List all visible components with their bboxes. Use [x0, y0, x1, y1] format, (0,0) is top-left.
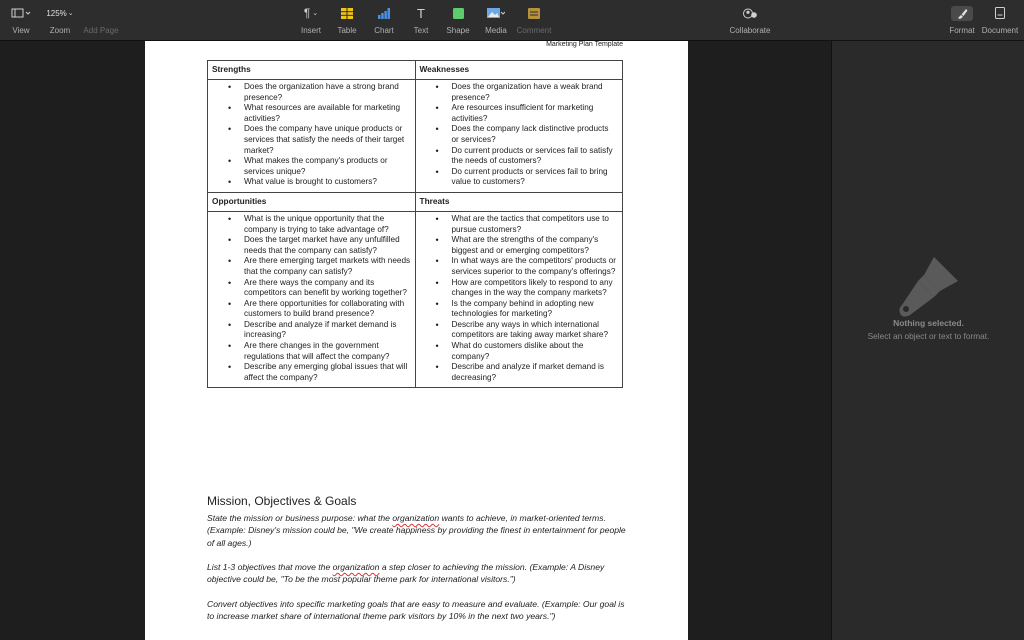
document-label: Document	[981, 26, 1019, 35]
spelling-flag[interactable]: organization	[332, 562, 380, 572]
page-header: Marketing Plan Template	[546, 41, 623, 48]
list-item: • What do customers dislike about the company?	[416, 341, 619, 362]
add-page-button[interactable]	[82, 0, 120, 41]
zoom-label: Zoom	[49, 26, 71, 35]
shape-label: Shape	[446, 26, 470, 35]
list-item: • Does the company lack distinctive products or services?	[416, 124, 619, 145]
paintbrush-icon	[951, 0, 973, 26]
shape-button[interactable]	[445, 0, 471, 41]
list-item: • Do current products or services fail to satisfy the needs of customers?	[416, 146, 619, 167]
swot-table[interactable]	[207, 60, 623, 388]
document-page[interactable]	[145, 41, 688, 640]
chart-label: Chart	[374, 26, 394, 35]
list-item: • Are resources insufficient for marketing activities?	[416, 103, 619, 124]
view-label: View	[12, 26, 30, 35]
list-item: • What value is brought to customers?	[208, 177, 411, 188]
text-label: Text	[413, 26, 429, 35]
document-canvas[interactable]	[0, 41, 831, 640]
opportunities-cell[interactable]	[208, 211, 416, 388]
format-button[interactable]	[945, 0, 979, 41]
chart-icon	[378, 0, 390, 26]
list-item: • Describe any ways in which international competitors are taking away market share?	[416, 320, 619, 341]
objectives-paragraph[interactable]: List 1-3 objectives that move the organization a step closer to achieving the mission. (Example: A Disney objective could be, "To be the most popular theme park for international visitors.")	[207, 562, 605, 585]
document-icon	[995, 0, 1005, 26]
list-item: • What are the strengths of the company's biggest and or emerging competitors?	[416, 235, 619, 256]
comment-label: Comment	[516, 26, 552, 35]
opportunities-header[interactable]: Opportunities	[208, 192, 416, 211]
list-item: • Are there changes in the government regulations that will affect the company?	[208, 341, 411, 362]
zoom-control[interactable]	[44, 0, 76, 41]
list-item: • In what ways are the competitors' products or services superior to the company's offerings?	[416, 256, 619, 277]
strengths-header[interactable]: Strengths	[208, 61, 416, 80]
comment-icon	[528, 0, 540, 26]
insert-button[interactable]	[298, 0, 324, 41]
comment-button[interactable]	[514, 0, 554, 41]
media-icon	[487, 0, 505, 26]
list-item: • Is the company behind in adopting new technologies for marketing?	[416, 299, 619, 320]
list-item: • Does the organization have a strong brand presence?	[208, 82, 411, 103]
list-item: • Describe and analyze if market demand is decreasing?	[416, 362, 619, 383]
shape-icon	[453, 0, 464, 26]
add-page-label: Add Page	[83, 26, 119, 35]
document-button[interactable]	[980, 0, 1020, 41]
text-icon: T	[417, 5, 425, 21]
table-label: Table	[337, 26, 357, 35]
text-button[interactable]	[410, 0, 432, 41]
weaknesses-cell[interactable]	[415, 80, 623, 193]
table-icon	[341, 0, 353, 26]
list-item: • Does the organization have a weak brand presence?	[416, 82, 619, 103]
view-button[interactable]	[8, 0, 34, 41]
list-item: • What makes the company's products or services unique?	[208, 156, 411, 177]
list-item: • Are there ways the company and its competitors can benefit by working together?	[208, 278, 411, 299]
spelling-flag[interactable]: organization	[392, 513, 440, 523]
list-item: • Do current products or services fail to bring value to customers?	[416, 167, 619, 188]
list-item: • Describe any emerging global issues that will affect the company?	[208, 362, 411, 383]
list-item: • Are there opportunities for collaborating with customers to build brand presence?	[208, 299, 411, 320]
zoom-value: 125%	[46, 8, 67, 18]
list-item: • Describe and analyze if market demand is increasing?	[208, 320, 411, 341]
toolbar	[0, 0, 1024, 41]
list-item: • Does the target market have any unfulfilled needs that the company can satisfy?	[208, 235, 411, 256]
inspector-empty-subtitle: Select an object or text to format.	[867, 331, 990, 341]
list-item: • Are there emerging target markets with needs that the company can satisfy?	[208, 256, 411, 277]
chart-button[interactable]	[372, 0, 396, 41]
list-item: • How are competitors likely to respond to any changes in the way the company markets?	[416, 278, 619, 299]
media-button[interactable]	[482, 0, 510, 41]
mission-heading[interactable]: Mission, Objectives & Goals	[207, 494, 357, 508]
weaknesses-header[interactable]: Weaknesses	[415, 61, 623, 80]
strengths-cell[interactable]	[208, 80, 416, 193]
sidebar-view-icon	[11, 0, 31, 26]
list-item: • Does the company have unique products or services that satisfy the needs of their target market?	[208, 124, 411, 156]
list-item: • What is the unique opportunity that the company is trying to take advantage of?	[208, 214, 411, 235]
collaborate-label: Collaborate	[729, 26, 771, 35]
format-inspector	[831, 41, 1024, 640]
collaborate-icon	[743, 0, 757, 26]
collaborate-button[interactable]	[725, 0, 775, 41]
goals-paragraph[interactable]: Convert objectives into specific marketing goals that are easy to measure and evaluate. (Example: Our goal is to increase market share of international theme park visitors by 10% in the next two years.")	[207, 599, 625, 622]
chevron-down-icon: ⌄	[67, 10, 74, 17]
list-item: • What resources are available for marketing activities?	[208, 103, 411, 124]
table-button[interactable]	[335, 0, 359, 41]
threats-header[interactable]: Threats	[415, 192, 623, 211]
format-label: Format	[949, 26, 975, 35]
mission-paragraph[interactable]: State the mission or business purpose: what the organization wants to achieve, in market-oriented terms. (Example: Disney's mission could be, "We create happiness by providing the finest in entertainment for people of all ages.)	[207, 513, 626, 548]
insert-label: Insert	[300, 26, 321, 35]
paragraph-icon: ¶ ⌄	[303, 6, 319, 20]
media-label: Media	[485, 26, 507, 35]
list-item: • What are the tactics that competitors use to pursue customers?	[416, 214, 619, 235]
paintbrush-icon	[894, 251, 964, 321]
threats-cell[interactable]	[415, 211, 623, 388]
inspector-empty-title: Nothing selected.	[893, 318, 964, 328]
